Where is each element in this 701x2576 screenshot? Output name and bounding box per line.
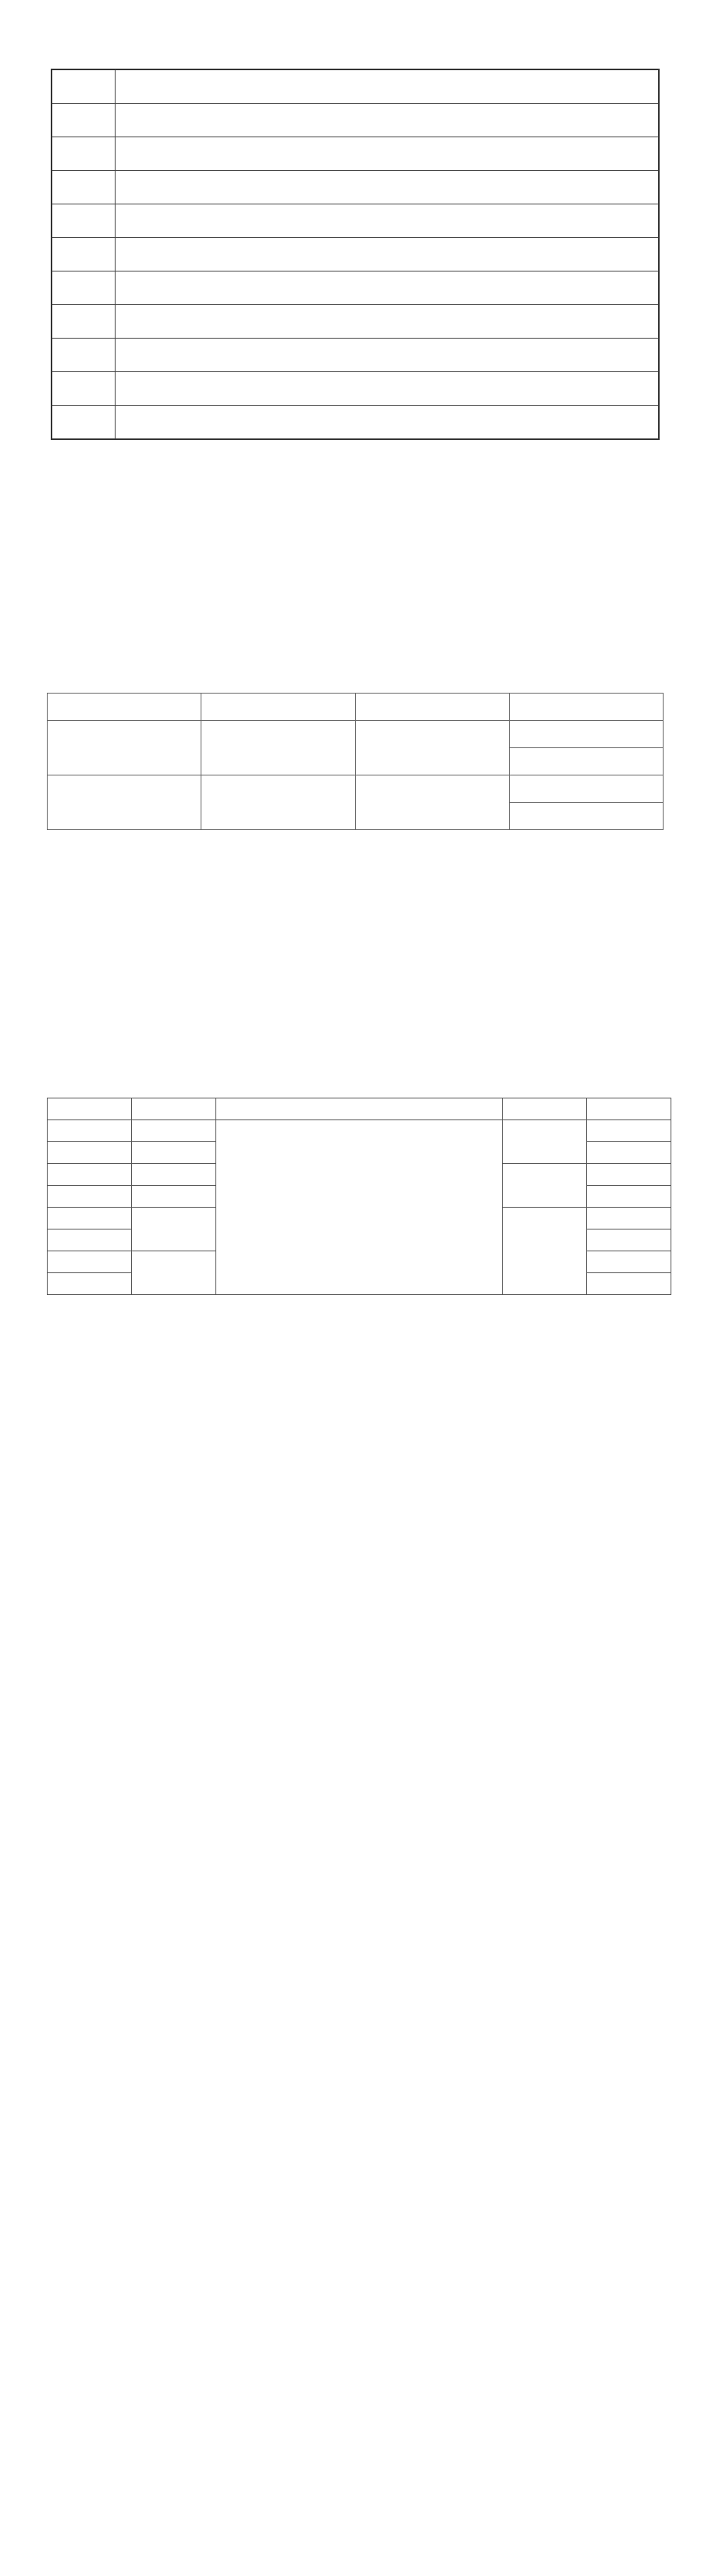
- header-cell: [201, 694, 355, 721]
- subject-cell: [52, 204, 116, 238]
- subject-cell: [52, 171, 116, 204]
- teachers-cell: [116, 104, 660, 137]
- table-row: [52, 339, 659, 372]
- table-row: [52, 372, 659, 406]
- grade-place-cell: [587, 1208, 671, 1229]
- subject-cell: [52, 339, 116, 372]
- subject-cell: [52, 271, 116, 305]
- send-time-cell: [131, 1186, 215, 1208]
- teachers-cell: [116, 372, 660, 406]
- table-row: [48, 694, 664, 721]
- grade-place-cell: [587, 1186, 671, 1208]
- table-row: [52, 69, 659, 104]
- exam-cell: [355, 775, 509, 830]
- table-row: [52, 406, 659, 440]
- teachers-cell: [116, 339, 660, 372]
- table-row: [52, 238, 659, 271]
- send-time-cell: [131, 1142, 215, 1164]
- table-row: [52, 104, 659, 137]
- send-time-cell: [131, 1164, 215, 1186]
- period-cell: [48, 721, 201, 775]
- exam-cell: [509, 803, 663, 830]
- subject-cell: [48, 1120, 132, 1142]
- teachers-cell: [116, 171, 660, 204]
- subject-cell: [48, 1229, 132, 1251]
- table-row: [52, 271, 659, 305]
- grade-place-cell: [587, 1251, 671, 1273]
- table-row: [52, 171, 659, 204]
- grade-place-cell: [587, 1164, 671, 1186]
- table-row: [52, 305, 659, 339]
- header-cell: [355, 694, 509, 721]
- subject-cell: [48, 1273, 132, 1295]
- scan-place-cell: [215, 1120, 502, 1295]
- grade-time-cell: [503, 1164, 587, 1208]
- table-row: [48, 1120, 671, 1142]
- header-cell: [503, 1098, 587, 1120]
- exam-schedule-table: [47, 693, 664, 830]
- teacher-note-header: [116, 69, 660, 104]
- grade-place-cell: [587, 1229, 671, 1251]
- subject-cell: [52, 406, 116, 440]
- scan-grading-table: [47, 1098, 671, 1295]
- send-time-cell: [131, 1208, 215, 1251]
- grade-place-cell: [587, 1142, 671, 1164]
- subject-header: [52, 69, 116, 104]
- subject-cell: [52, 104, 116, 137]
- table-row: [48, 1098, 671, 1120]
- teachers-cell: [116, 271, 660, 305]
- grade-place-cell: [587, 1273, 671, 1295]
- table-row: [52, 204, 659, 238]
- exam-cell: [355, 721, 509, 775]
- header-cell: [509, 694, 663, 721]
- subject-cell: [48, 1164, 132, 1186]
- table-row: [48, 721, 664, 748]
- table-row: [48, 775, 664, 803]
- teachers-cell: [116, 137, 660, 171]
- period-cell: [48, 775, 201, 830]
- teachers-cell: [116, 238, 660, 271]
- subject-cell: [52, 305, 116, 339]
- grade-time-cell: [503, 1120, 587, 1164]
- exam-cell: [509, 721, 663, 748]
- header-cell: [48, 1098, 132, 1120]
- send-time-cell: [131, 1251, 215, 1295]
- subject-cell: [48, 1186, 132, 1208]
- subject-cell: [52, 137, 116, 171]
- teachers-cell: [116, 406, 660, 440]
- grader-table: [51, 69, 660, 440]
- exam-cell: [509, 775, 663, 803]
- exam-cell: [509, 748, 663, 775]
- header-cell: [48, 694, 201, 721]
- grade-time-cell: [503, 1208, 587, 1295]
- subject-cell: [48, 1251, 132, 1273]
- teachers-cell: [116, 305, 660, 339]
- subject-cell: [48, 1208, 132, 1229]
- header-cell: [131, 1098, 215, 1120]
- subject-cell: [52, 372, 116, 406]
- grade-place-cell: [587, 1120, 671, 1142]
- header-cell: [215, 1098, 502, 1120]
- subject-cell: [52, 238, 116, 271]
- subject-cell: [48, 1142, 132, 1164]
- exam-cell: [201, 721, 355, 775]
- teachers-cell: [116, 204, 660, 238]
- exam-cell: [201, 775, 355, 830]
- header-cell: [587, 1098, 671, 1120]
- send-time-cell: [131, 1120, 215, 1142]
- table-row: [52, 137, 659, 171]
